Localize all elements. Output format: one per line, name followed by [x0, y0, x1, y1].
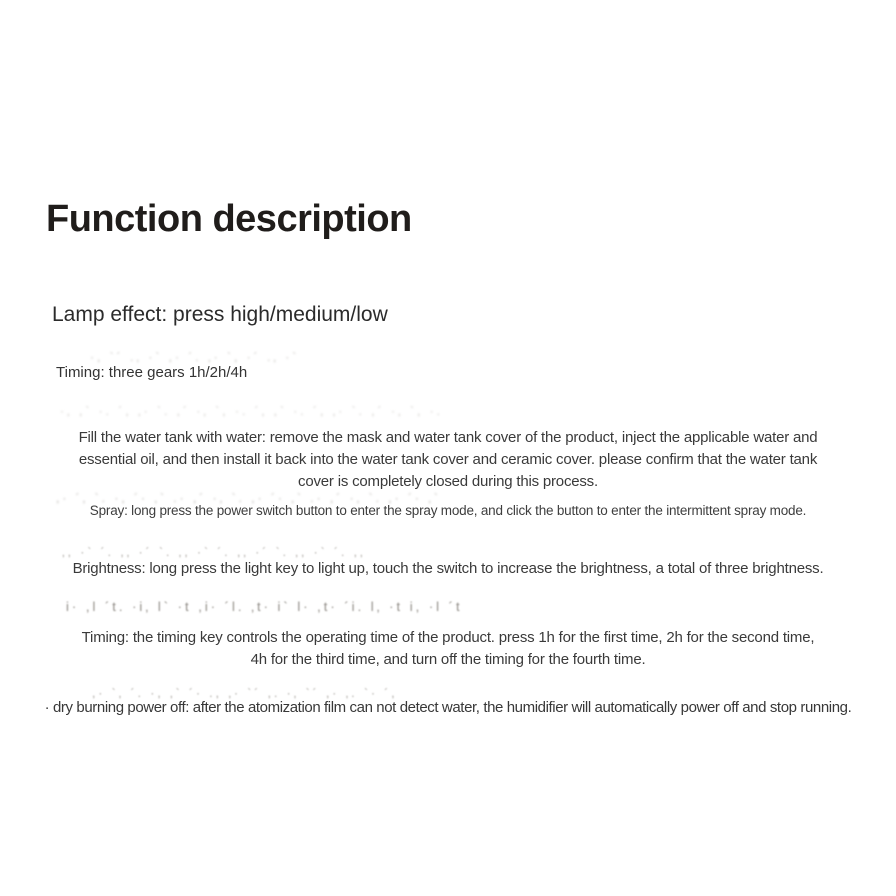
ghost-text-line: i· ,l ´t. ·i‚ l` ·t ,i· ´l. ‚t· i` l· ,t· ´i. l‚ ·t i, ·l ´t: [66, 599, 463, 614]
ghost-text-line: ‚, ·` ´. ,‚ ·´ `. ‚, ·` ´. ,‚ ·´ `. ‚, ·` ´. ,‚: [62, 545, 366, 559]
ghost-text-line: ·‚ ,` ·. ´, ‚· `. ,´ ·‚ `, ·. ´‚ ,` ·. ´, ‚· `. ,´ ·‚ `, ·.: [60, 404, 443, 418]
spray-mode-line: Spray: long press the power switch button to enter the spray mode, and click the button to enter the intermittent spray mode.: [89, 503, 807, 518]
timing-key-line-1: Timing: the timing key controls the operating time of the product. press 1h for the first time, 2h for the second time,: [81, 629, 815, 646]
fill-water-tank-line-2: essential oil, and then install it back into the water tank cover and ceramic cover. please confirm that the water tank: [78, 451, 818, 468]
fill-water-tank-line-1: Fill the water tank with water: remove the mask and water tank cover of the product, inject the applicable water and: [78, 429, 818, 446]
timing-key-line-2: 4h for the third time, and turn off the timing for the fourth time.: [250, 651, 646, 668]
ghost-text-line: ,· ´‚ `. ·, ´· ‚` .· ,´ ·‚ `. ,· ´· ‚` .· ,´ ·‚ `. ,· ´· ‚`: [56, 491, 441, 505]
page-title: Function description: [46, 198, 412, 240]
dry-burning-power-off-line: · dry burning power off: after the atomization film can not detect water, the humidifier will automatically power off and stop running.: [44, 699, 852, 716]
brightness-line: Brightness: long press the light key to light up, touch the switch to increase the brightness, a total of three brightness.: [72, 560, 824, 577]
ghost-text-line: ·, `´ .‚ ·` ,· ´. ‚· `, ·´ .‚ ·`: [90, 350, 300, 364]
lamp-effect-line: Lamp effect: press high/medium/low: [52, 303, 388, 326]
timing-gears-line: Timing: three gears 1h/2h/4h: [56, 364, 248, 381]
fill-water-tank-line-3: cover is completely closed during this process.: [298, 473, 598, 490]
ghost-text-line: ,· `‚ ´. ·, ‚` ´· ., ‚· `´ ,. ·‚ `´ ,· ‚. `· ´,: [92, 686, 398, 700]
